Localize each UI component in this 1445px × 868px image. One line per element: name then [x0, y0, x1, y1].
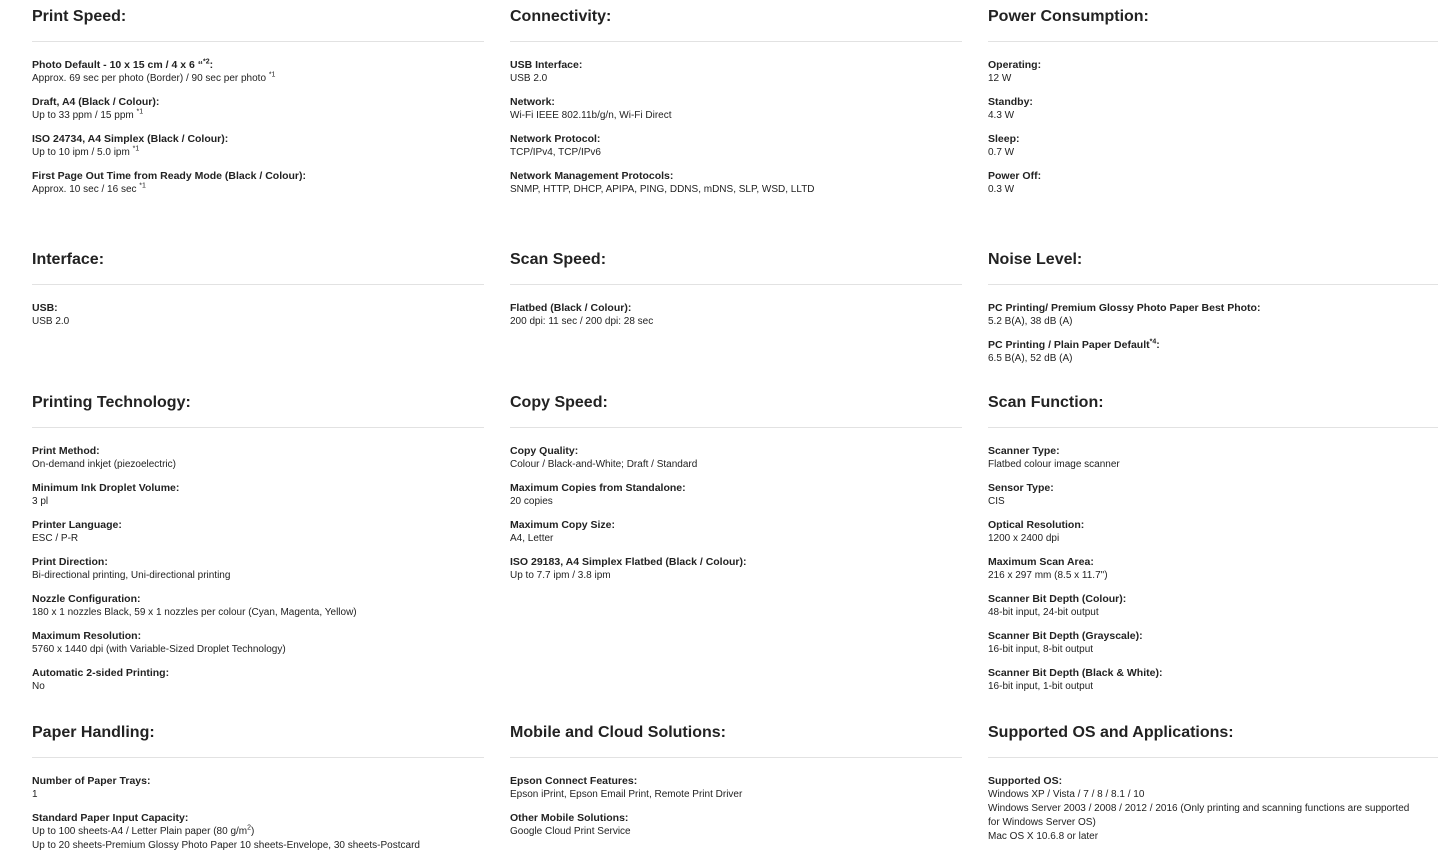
spec-value-line: [32, 315, 484, 329]
section-divider: [988, 41, 1438, 42]
spec-label-text: Network Management Protocols:: [510, 170, 674, 182]
spec-label-suffix: :: [209, 59, 214, 71]
spec-value-text: 5.2 B(A), 38 dB (A): [988, 316, 1073, 327]
spec-value-text: for Windows Server OS): [988, 817, 1096, 828]
spec-label: [988, 592, 1438, 606]
spec-item: [32, 811, 484, 853]
spec-value-line: [32, 458, 484, 472]
spec-label-text: Operating:: [988, 59, 1042, 71]
spec-label: [988, 132, 1438, 146]
spec-value: [32, 569, 484, 583]
section-divider: [988, 284, 1438, 285]
spec-label-text: Scanner Bit Depth (Grayscale):: [988, 630, 1143, 642]
spec-label: [32, 666, 484, 680]
spec-value: [510, 532, 962, 546]
spec-value: [988, 788, 1438, 844]
spec-value-line: [988, 680, 1438, 694]
spec-value-line: [510, 825, 962, 839]
spec-list: [510, 774, 962, 848]
spec-item: [988, 774, 1438, 844]
spec-value: [32, 315, 484, 329]
spec-label-text: ISO 29183, A4 Simplex Flatbed (Black / Colour):: [510, 556, 747, 568]
spec-value: [988, 109, 1438, 123]
section-title: Print Speed:: [32, 8, 127, 25]
spec-value-text: Flatbed colour image scanner: [988, 459, 1120, 470]
spec-value: [32, 788, 484, 802]
spec-label-text: Number of Paper Trays:: [32, 775, 151, 787]
spec-label-text: Scanner Type:: [988, 445, 1060, 457]
spec-value-text: SNMP, HTTP, DHCP, APIPA, PING, DDNS, mDNS, SLP, WSD, LLTD: [510, 184, 815, 195]
spec-item: [32, 481, 484, 509]
spec-label: [32, 518, 484, 532]
spec-value: [32, 495, 484, 509]
spec-value: [510, 315, 962, 329]
footnote-marker: *1: [132, 145, 140, 153]
spec-label: [510, 481, 962, 495]
spec-label-text: Automatic 2-sided Printing:: [32, 667, 170, 679]
spec-label-text: Draft, A4 (Black / Colour):: [32, 96, 160, 108]
spec-value-line: [988, 569, 1438, 583]
spec-value-line: [32, 569, 484, 583]
spec-value-line: [32, 146, 484, 160]
spec-value: [510, 109, 962, 123]
spec-value-line: [988, 72, 1438, 86]
spec-item: [510, 481, 962, 509]
spec-item: [988, 518, 1438, 546]
spec-value: [32, 680, 484, 694]
spec-value-text: 1: [32, 789, 38, 800]
spec-list: [32, 301, 484, 338]
spec-value-line: [988, 788, 1438, 802]
spec-value-line: [988, 816, 1438, 830]
spec-label: [510, 774, 962, 788]
spec-item: [32, 666, 484, 694]
footnote-marker: *2: [202, 58, 210, 66]
spec-value-text: TCP/IPv4, TCP/IPv6: [510, 147, 601, 158]
spec-value: [510, 72, 962, 86]
spec-item: [510, 58, 962, 86]
spec-value: [988, 680, 1438, 694]
spec-label: [988, 58, 1438, 72]
spec-value-line: [510, 109, 962, 123]
spec-item: [510, 444, 962, 472]
spec-value-line: [988, 830, 1438, 844]
spec-value-text: Windows Server 2003 / 2008 / 2012 / 2016 (Only printing and scanning functions are supported: [988, 803, 1410, 814]
spec-value: [988, 146, 1438, 160]
spec-value-line: [988, 183, 1438, 197]
spec-value-line: [32, 839, 484, 853]
spec-label: [510, 95, 962, 109]
spec-item: [32, 444, 484, 472]
spec-label: [32, 481, 484, 495]
spec-value-line: [32, 680, 484, 694]
spec-value: [988, 569, 1438, 583]
spec-item: [32, 301, 484, 329]
spec-value-text: 48-bit input, 24-bit output: [988, 607, 1099, 618]
spec-item: [32, 169, 484, 197]
section-title: Paper Handling:: [32, 724, 155, 741]
section-title: Mobile and Cloud Solutions:: [510, 724, 726, 741]
spec-value-text: A4, Letter: [510, 533, 554, 544]
spec-label-text: Power Off:: [988, 170, 1042, 182]
spec-label-text: Scanner Bit Depth (Colour):: [988, 593, 1127, 605]
spec-item: [32, 774, 484, 802]
spec-label: [32, 132, 484, 146]
spec-label: [988, 338, 1438, 352]
spec-label-text: Supported OS:: [988, 775, 1063, 787]
footnote-marker: *1: [268, 71, 276, 79]
section-title: Interface:: [32, 251, 105, 268]
spec-label-text: Minimum Ink Droplet Volume:: [32, 482, 180, 494]
spec-item: [988, 481, 1438, 509]
spec-value-text: CIS: [988, 496, 1005, 507]
spec-label: [32, 555, 484, 569]
spec-value-text: Approx. 69 sec per photo (Border) / 90 sec per photo: [32, 73, 269, 84]
spec-label: [510, 811, 962, 825]
spec-value-text: 180 x 1 nozzles Black, 59 x 1 nozzles per colour (Cyan, Magenta, Yellow): [32, 607, 357, 618]
spec-value: [988, 643, 1438, 657]
spec-value-line: [510, 458, 962, 472]
spec-value-line: [32, 606, 484, 620]
spec-item: [988, 132, 1438, 160]
spec-label-text: Sleep:: [988, 133, 1020, 145]
spec-label-text: PC Printing / Plain Paper Default: [988, 339, 1150, 351]
spec-label-text: Copy Quality:: [510, 445, 579, 457]
spec-item: [988, 592, 1438, 620]
spec-label: [510, 518, 962, 532]
spec-value-line: [32, 72, 484, 86]
section-title: Supported OS and Applications:: [988, 724, 1234, 741]
spec-value-text: Epson iPrint, Epson Email Print, Remote Print Driver: [510, 789, 743, 800]
spec-item: [32, 592, 484, 620]
spec-value-text: Up to 33 ppm / 15 ppm: [32, 110, 137, 121]
spec-value-text: Up to 20 sheets-Premium Glossy Photo Paper 10 sheets-Envelope, 30 sheets-Postcard: [32, 840, 420, 851]
spec-label: [510, 301, 962, 315]
spec-label-text: USB Interface:: [510, 59, 583, 71]
spec-value-line: [510, 72, 962, 86]
spec-label: [510, 58, 962, 72]
spec-label-text: Printer Language:: [32, 519, 122, 531]
spec-value-text: Mac OS X 10.6.8 or later: [988, 831, 1099, 842]
spec-value-text: 3 pl: [32, 496, 49, 507]
spec-list: [510, 301, 962, 338]
spec-label-text: PC Printing/ Premium Glossy Photo Paper Best Photo:: [988, 302, 1261, 314]
footnote-marker: 2: [247, 824, 252, 832]
spec-label: [32, 301, 484, 315]
spec-item: [32, 518, 484, 546]
spec-label: [32, 444, 484, 458]
section-divider: [988, 427, 1438, 428]
section-title: Power Consumption:: [988, 8, 1149, 25]
spec-value-text: 4.3 W: [988, 110, 1015, 121]
spec-value-line: [32, 643, 484, 657]
section-divider: [510, 427, 962, 428]
spec-label: [510, 169, 962, 183]
spec-value-text: Up to 100 sheets-A4 / Letter Plain paper (80 g/m: [32, 826, 248, 837]
spec-label-text: Maximum Copies from Standalone:: [510, 482, 686, 494]
section-title: Scan Function:: [988, 394, 1104, 411]
spec-label-text: ISO 24734, A4 Simplex (Black / Colour):: [32, 133, 229, 145]
spec-label: [32, 592, 484, 606]
spec-label-text: Epson Connect Features:: [510, 775, 638, 787]
spec-label-text: Standard Paper Input Capacity:: [32, 812, 189, 824]
spec-value-line: [32, 183, 484, 197]
spec-value-line: [988, 532, 1438, 546]
spec-value-text: 12 W: [988, 73, 1012, 84]
spec-value-text: Up to 10 ipm / 5.0 ipm: [32, 147, 133, 158]
section-divider: [32, 41, 484, 42]
spec-item: [510, 95, 962, 123]
spec-item: [510, 132, 962, 160]
spec-item: [988, 95, 1438, 123]
spec-label: [988, 774, 1438, 788]
spec-value-line: [988, 802, 1438, 816]
spec-value-text: No: [32, 681, 45, 692]
spec-list: [32, 774, 484, 862]
spec-value: [988, 606, 1438, 620]
spec-value-text: 1200 x 2400 dpi: [988, 533, 1060, 544]
spec-value-text: 0.7 W: [988, 147, 1015, 158]
spec-list: [988, 58, 1438, 206]
spec-label: [988, 629, 1438, 643]
spec-value-line: [988, 146, 1438, 160]
spec-value: [32, 458, 484, 472]
spec-item: [988, 555, 1438, 583]
spec-value: [510, 788, 962, 802]
spec-value-text: USB 2.0: [510, 73, 548, 84]
spec-label: [32, 58, 484, 72]
spec-value-text: Windows XP / Vista / 7 / 8 / 8.1 / 10: [988, 789, 1145, 800]
spec-value-text: Wi-Fi IEEE 802.11b/g/n, Wi-Fi Direct: [510, 110, 672, 121]
spec-label: [32, 811, 484, 825]
spec-value-line: [510, 788, 962, 802]
spec-value-text: 216 x 297 mm (8.5 x 11.7"): [988, 570, 1108, 581]
spec-label-text: Other Mobile Solutions:: [510, 812, 629, 824]
spec-label: [988, 518, 1438, 532]
section-divider: [988, 757, 1438, 758]
spec-item: [988, 666, 1438, 694]
spec-value: [988, 532, 1438, 546]
section-divider: [32, 757, 484, 758]
spec-value: [510, 569, 962, 583]
spec-value-text: 200 dpi: 11 sec / 200 dpi: 28 sec: [510, 316, 654, 327]
spec-value-suffix: ): [251, 826, 255, 837]
spec-label-text: Photo Default - 10 x 15 cm / 4 x 6 “: [32, 59, 203, 71]
spec-value-line: [510, 532, 962, 546]
spec-label-text: Print Method:: [32, 445, 100, 457]
spec-label-text: Scanner Bit Depth (Black & White):: [988, 667, 1163, 679]
section-divider: [32, 427, 484, 428]
spec-label-text: Network Protocol:: [510, 133, 601, 145]
spec-label: [32, 774, 484, 788]
footnote-marker: *1: [139, 182, 146, 190]
spec-value-line: [988, 495, 1438, 509]
spec-value-text: 20 copies: [510, 496, 553, 507]
spec-item: [32, 132, 484, 160]
spec-item: [510, 169, 962, 197]
spec-list: [988, 301, 1438, 375]
spec-value-text: Approx. 10 sec / 16 sec: [32, 184, 140, 195]
spec-value: [32, 825, 484, 853]
spec-value: [32, 72, 484, 86]
spec-list: [510, 58, 962, 206]
spec-value: [510, 146, 962, 160]
spec-label-suffix: :: [1156, 339, 1160, 351]
section-title: Connectivity:: [510, 8, 612, 25]
spec-value: [32, 606, 484, 620]
spec-label: [988, 95, 1438, 109]
spec-value-line: [32, 825, 484, 839]
spec-label: [988, 555, 1438, 569]
spec-label: [988, 444, 1438, 458]
section-divider: [510, 284, 962, 285]
spec-value-line: [988, 643, 1438, 657]
spec-value: [988, 183, 1438, 197]
spec-list: [32, 58, 484, 206]
spec-item: [32, 58, 484, 86]
section-divider: [510, 41, 962, 42]
spec-list: [510, 444, 962, 592]
spec-value-text: 5760 x 1440 dpi (with Variable-Sized Droplet Technology): [32, 644, 286, 655]
spec-label-text: Maximum Copy Size:: [510, 519, 616, 531]
spec-value: [32, 643, 484, 657]
spec-item: [510, 774, 962, 802]
spec-value-text: On-demand inkjet (piezoelectric): [32, 459, 176, 470]
spec-label: [988, 666, 1438, 680]
spec-label-text: Standby:: [988, 96, 1033, 108]
spec-value-text: ESC / P-R: [32, 533, 79, 544]
spec-item: [988, 169, 1438, 197]
spec-value-line: [32, 788, 484, 802]
spec-value-text: Bi-directional printing, Uni-directional printing: [32, 570, 231, 581]
spec-value-text: 16-bit input, 1-bit output: [988, 681, 1094, 692]
spec-item: [32, 95, 484, 123]
spec-label-text: Nozzle Configuration:: [32, 593, 141, 605]
spec-label: [32, 169, 484, 183]
spec-item: [988, 58, 1438, 86]
spec-value: [988, 495, 1438, 509]
spec-item: [32, 629, 484, 657]
spec-value-line: [510, 146, 962, 160]
footnote-marker: *1: [136, 108, 144, 116]
spec-label-text: First Page Out Time from Ready Mode (Black / Colour):: [32, 170, 307, 182]
spec-value: [32, 183, 484, 197]
spec-value-line: [988, 352, 1438, 366]
spec-value: [988, 72, 1438, 86]
spec-value-line: [510, 495, 962, 509]
spec-value-line: [988, 109, 1438, 123]
spec-item: [988, 301, 1438, 329]
spec-list: [988, 444, 1438, 703]
spec-label-text: Flatbed (Black / Colour):: [510, 302, 632, 314]
section-title: Scan Speed:: [510, 251, 607, 268]
spec-list: [32, 444, 484, 703]
spec-value-line: [988, 315, 1438, 329]
spec-item: [510, 811, 962, 839]
spec-item: [988, 629, 1438, 657]
spec-value-line: [988, 606, 1438, 620]
spec-label-text: Network:: [510, 96, 555, 108]
spec-value-line: [988, 458, 1438, 472]
section-divider: [32, 284, 484, 285]
spec-value: [510, 495, 962, 509]
spec-value-text: Colour / Black-and-White; Draft / Standard: [510, 459, 698, 470]
spec-value-text: USB 2.0: [32, 316, 70, 327]
spec-value-text: Google Cloud Print Service: [510, 826, 631, 837]
spec-value-line: [510, 183, 962, 197]
spec-value-line: [510, 315, 962, 329]
spec-value-text: 16-bit input, 8-bit output: [988, 644, 1094, 655]
spec-label-text: Maximum Scan Area:: [988, 556, 1094, 568]
spec-label: [510, 132, 962, 146]
spec-label: [32, 629, 484, 643]
spec-value: [988, 315, 1438, 329]
spec-value-line: [32, 532, 484, 546]
section-divider: [510, 757, 962, 758]
spec-label-text: Print Direction:: [32, 556, 108, 568]
spec-value-line: [510, 569, 962, 583]
spec-label: [510, 444, 962, 458]
spec-item: [510, 518, 962, 546]
spec-label: [988, 169, 1438, 183]
spec-value: [510, 458, 962, 472]
spec-value: [32, 109, 484, 123]
spec-value: [32, 532, 484, 546]
spec-value: [32, 146, 484, 160]
spec-list: [988, 774, 1438, 853]
spec-value-text: 6.5 B(A), 52 dB (A): [988, 353, 1073, 364]
spec-item: [32, 555, 484, 583]
spec-label-text: Optical Resolution:: [988, 519, 1085, 531]
section-title: Copy Speed:: [510, 394, 608, 411]
spec-value: [510, 825, 962, 839]
spec-value-line: [32, 109, 484, 123]
spec-value: [510, 183, 962, 197]
spec-value-text: 0.3 W: [988, 184, 1015, 195]
spec-label-text: Sensor Type:: [988, 482, 1054, 494]
spec-value: [988, 458, 1438, 472]
section-title: Printing Technology:: [32, 394, 191, 411]
spec-value-line: [32, 495, 484, 509]
section-title: Noise Level:: [988, 251, 1083, 268]
spec-item: [988, 444, 1438, 472]
spec-value: [988, 352, 1438, 366]
spec-label: [510, 555, 962, 569]
spec-label: [32, 95, 484, 109]
spec-item: [510, 555, 962, 583]
spec-label-text: Maximum Resolution:: [32, 630, 142, 642]
spec-label: [988, 301, 1438, 315]
spec-item: [510, 301, 962, 329]
footnote-marker: *4: [1149, 338, 1157, 346]
spec-label-text: USB:: [32, 302, 58, 314]
spec-label: [988, 481, 1438, 495]
spec-value-text: Up to 7.7 ipm / 3.8 ipm: [510, 570, 611, 581]
spec-item: [988, 338, 1438, 366]
